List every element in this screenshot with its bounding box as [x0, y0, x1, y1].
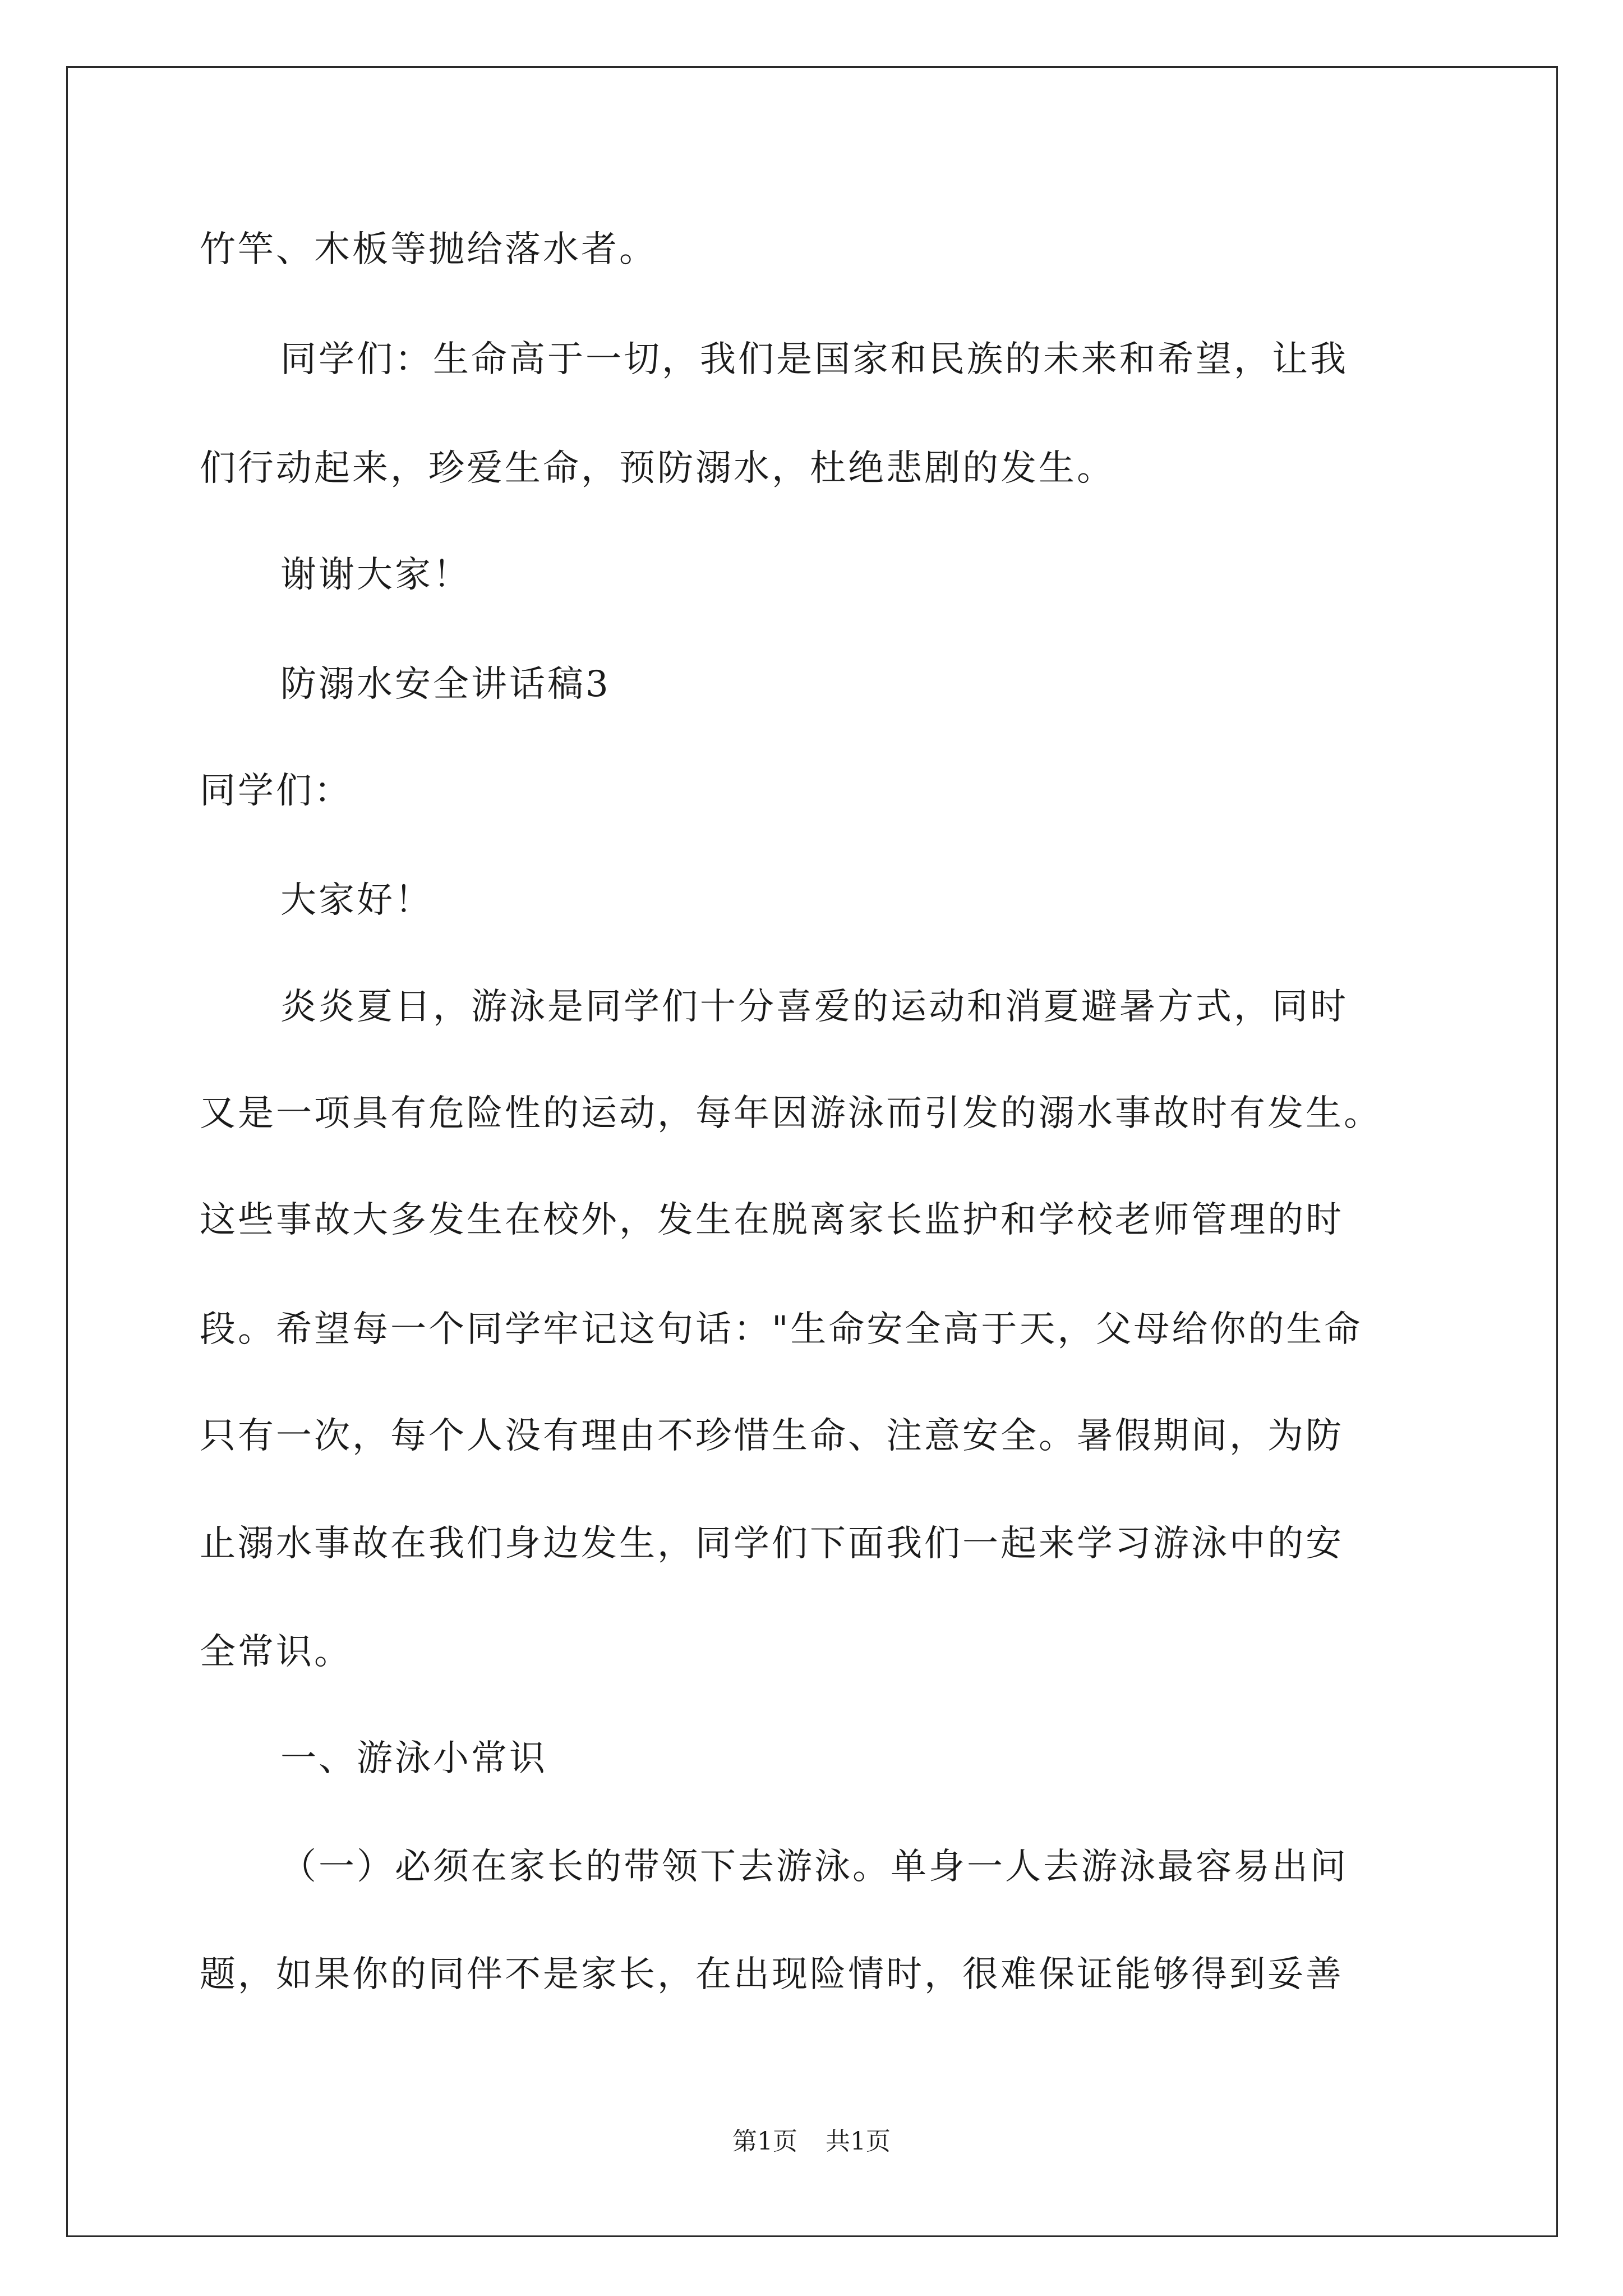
text-line: 竹竿、木板等抛给落水者。 [200, 229, 657, 270]
text-line: 们行动起来，珍爱生命，预防溺水，杜绝悲剧的发生。 [200, 448, 1115, 489]
text-line: 止溺水事故在我们身边发生，同学们下面我们一起来学习游泳中的安 [200, 1523, 1344, 1565]
text-line: 炎炎夏日，游泳是同学们十分喜爱的运动和消夏避暑方式，同时 [280, 986, 1348, 1028]
text-line: 题，如果你的同伴不是家长，在出现险情时，很难保证能够得到妥善 [200, 1954, 1344, 1995]
text-line: 同学们：生命高于一切，我们是国家和民族的未来和希望，让我 [280, 339, 1348, 380]
salutation: 同学们： [200, 770, 352, 812]
page-footer [0, 2126, 1623, 2157]
page-border [66, 66, 1558, 2237]
section-title: 防溺水安全讲话稿3 [280, 664, 611, 705]
text-line: 谢谢大家！ [280, 554, 471, 596]
text-line: 又是一项具有危险性的运动，每年因游泳而引发的溺水事故时有发生。 [200, 1093, 1382, 1134]
text-line: 只有一次，每个人没有理由不珍惜生命、注意安全。暑假期间，为防 [200, 1415, 1344, 1457]
text-line: （一）必须在家长的带领下去游泳。单身一人去游泳最容易出问 [280, 1846, 1348, 1888]
text-line: 这些事故大多发生在校外，发生在脱离家长监护和学校老师管理的时 [200, 1199, 1344, 1241]
page-total: 共1页 [826, 2127, 891, 2156]
text-line: 全常识。 [200, 1631, 352, 1673]
text-line: 段。希望每一个同学牢记这句话："生命安全高于天，父母给你的生命 [200, 1309, 1363, 1350]
page-number: 第1页 [732, 2127, 797, 2156]
subheading: 一、游泳小常识 [280, 1738, 547, 1779]
greeting: 大家好！ [280, 880, 433, 921]
